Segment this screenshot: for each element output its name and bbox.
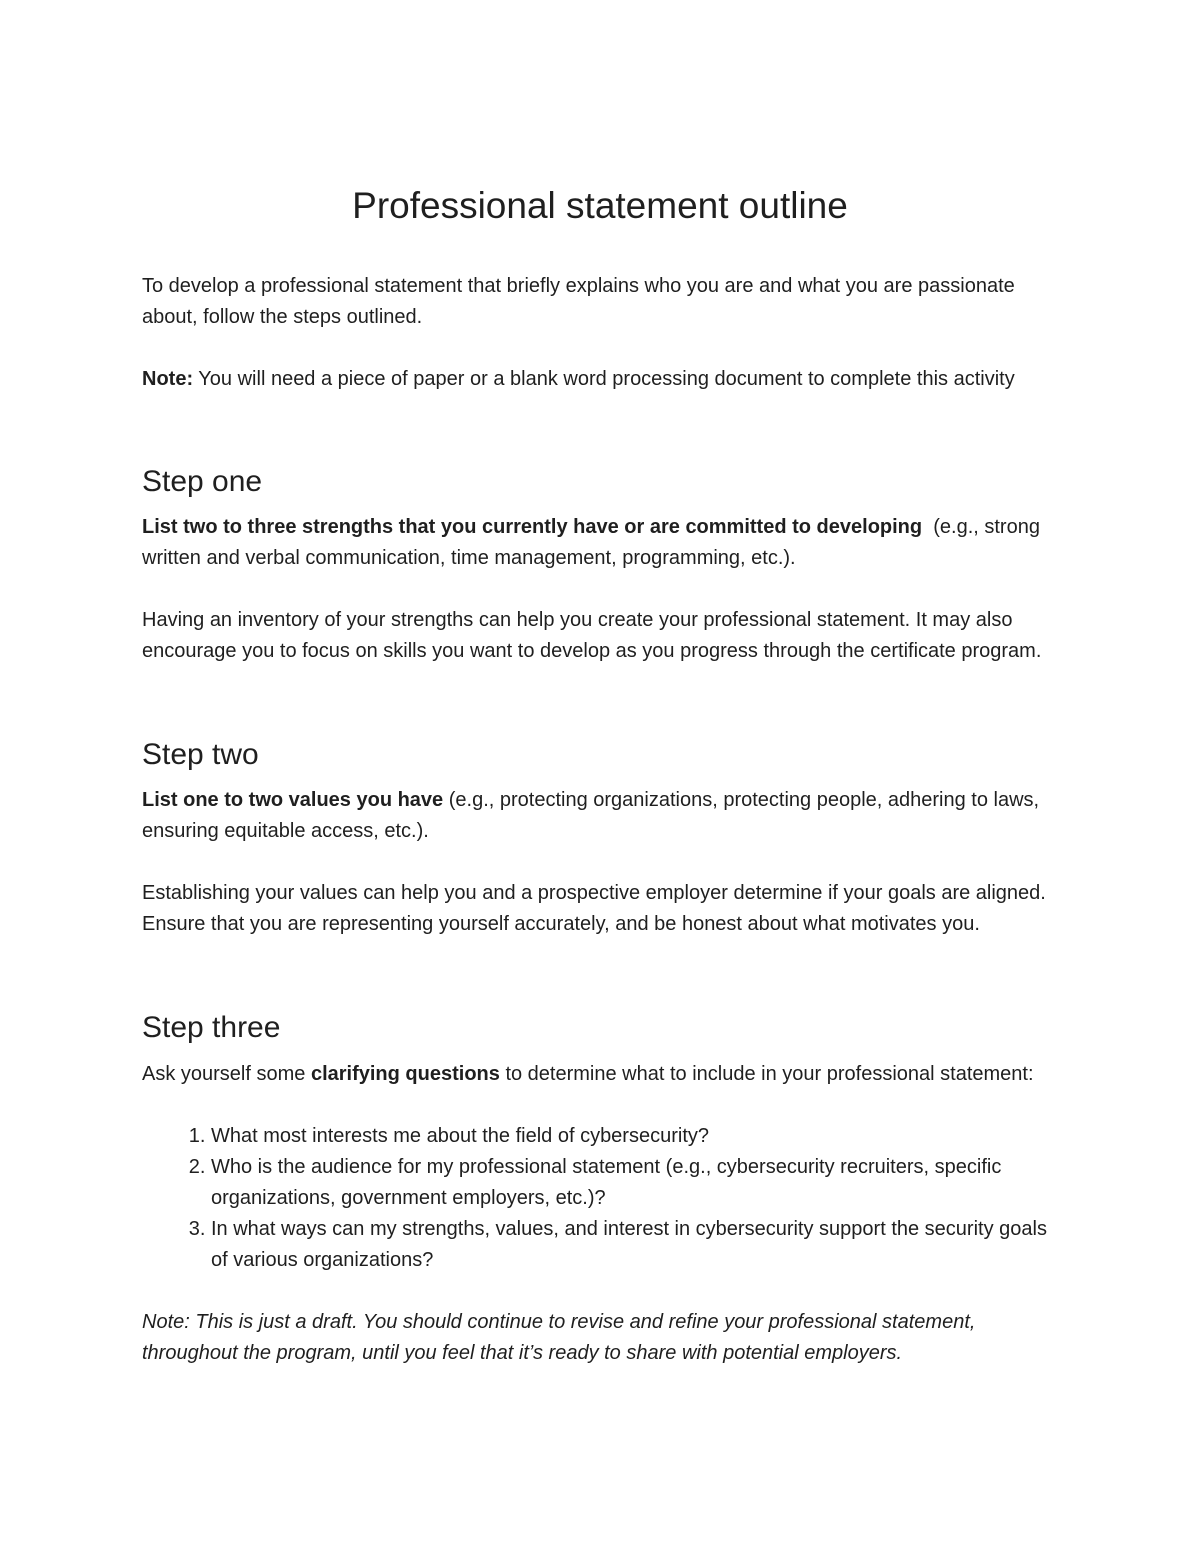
step-two-rest: (e.g., protecting organizations, protecting people, adhering to laws, ensuring equitable access, etc.). (142, 789, 1040, 842)
final-note: Note: This is just a draft. You should continue to revise and refine your professional statement, throughout the program, until you feel that it’s ready to share with potential employers. (142, 1311, 976, 1364)
step-two-instruction (142, 785, 1058, 847)
step-one-body: Having an inventory of your strengths can help you create your professional statement. It may also encourage you to focus on skills you want to develop as you progress through the certificate program. (142, 609, 1042, 662)
note-text: You will need a piece of paper or a blank word processing document to complete this activity (193, 368, 1015, 390)
step-three-instruction (142, 1059, 1058, 1090)
intro-paragraph: To develop a professional statement that briefly explains who you are and what you are passionate about, follow the steps outlined. (142, 275, 1015, 328)
step-one-heading: Step one (142, 465, 263, 498)
step-one-instruction (142, 512, 1058, 574)
page-title: Professional statement outline (352, 185, 848, 226)
step-three-rest: to determine what to include in your professional statement: (499, 1063, 1034, 1085)
step-one-bold: List two to three strengths that you currently have or are committed to developing (142, 516, 923, 538)
step-two-bold: List one to two values you have (142, 789, 444, 811)
step-one-rest: (e.g., strong written and verbal communication, time management, programming, etc.). (142, 516, 1046, 569)
question-item: 3. In what ways can my strengths, values, and interest in cybersecurity support the security goals of various organizations? (211, 1214, 1058, 1276)
step-two-heading: Step two (142, 738, 259, 771)
note-paragraph (142, 364, 1058, 395)
step-three-heading: Step three (142, 1011, 281, 1044)
step-two-body: Establishing your values can help you and a prospective employer determine if your goals are aligned. Ensure that you are representing yourself accurately, and be honest about what motivates you. (142, 882, 1046, 935)
step-three-bold: clarifying questions (310, 1063, 500, 1085)
note-label: Note: (142, 368, 194, 390)
clarifying-questions-list (142, 1121, 1058, 1276)
step-three-lead: Ask yourself some (142, 1063, 311, 1085)
question-item: 2. Who is the audience for my professional statement (e.g., cybersecurity recruiters, specific organizations, government employers, etc.)? (211, 1152, 1058, 1214)
question-item: 1. What most interests me about the field of cybersecurity? (211, 1121, 1058, 1152)
